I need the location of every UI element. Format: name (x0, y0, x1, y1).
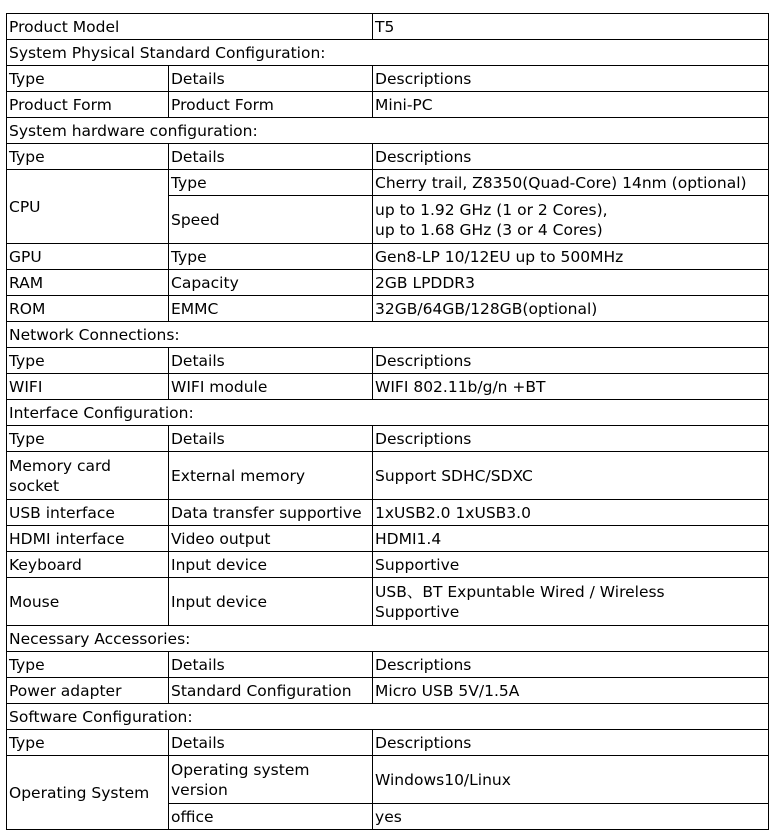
header-descriptions: Descriptions (373, 730, 769, 756)
cell-desc: 32GB/64GB/128GB(optional) (373, 296, 769, 322)
cell-type: GPU (7, 244, 169, 270)
cell-details: Input device (169, 552, 373, 578)
cell-desc: Gen8-LP 10/12EU up to 500MHz (373, 244, 769, 270)
cell-desc: Cherry trail, Z8350(Quad-Core) 14nm (optional) (373, 170, 769, 196)
header-descriptions: Descriptions (373, 348, 769, 374)
header-details: Details (169, 144, 373, 170)
section-row (7, 704, 769, 730)
cell-details: WIFI module (169, 374, 373, 400)
cell-details: office (169, 804, 373, 830)
cell-type: WIFI (7, 374, 169, 400)
cell-type: RAM (7, 270, 169, 296)
section-row (7, 626, 769, 652)
header-row (7, 652, 769, 678)
cell-details: Capacity (169, 270, 373, 296)
cell-desc: Mini-PC (373, 92, 769, 118)
cell-type-os: Operating System (7, 756, 169, 830)
cell-type-cpu: CPU (7, 170, 169, 244)
table-row (7, 14, 769, 40)
header-descriptions: Descriptions (373, 652, 769, 678)
section-row (7, 40, 769, 66)
section-row (7, 118, 769, 144)
header-row (7, 730, 769, 756)
section-title-physical: System Physical Standard Configuration: (7, 40, 769, 66)
cell-details: EMMC (169, 296, 373, 322)
table-row (7, 244, 769, 270)
cell-details: Type (169, 244, 373, 270)
cell-details: Product Form (169, 92, 373, 118)
table-row (7, 500, 769, 526)
section-title-interface: Interface Configuration: (7, 400, 769, 426)
header-type: Type (7, 730, 169, 756)
cell-details: Input device (169, 578, 373, 626)
header-details: Details (169, 652, 373, 678)
cell-type: ROM (7, 296, 169, 322)
cell-details: Video output (169, 526, 373, 552)
header-type: Type (7, 426, 169, 452)
header-descriptions: Descriptions (373, 66, 769, 92)
table-row (7, 374, 769, 400)
cell-type: HDMI interface (7, 526, 169, 552)
header-details: Details (169, 730, 373, 756)
cell-desc: Micro USB 5V/1.5A (373, 678, 769, 704)
header-details: Details (169, 66, 373, 92)
header-details: Details (169, 426, 373, 452)
header-type: Type (7, 66, 169, 92)
header-descriptions: Descriptions (373, 426, 769, 452)
cell-desc: Support SDHC/SDXC (373, 452, 769, 500)
cell-desc (373, 578, 769, 626)
header-row (7, 144, 769, 170)
table-row (7, 756, 769, 804)
spec-table (6, 13, 769, 830)
section-title-software: Software Configuration: (7, 704, 769, 730)
header-type: Type (7, 144, 169, 170)
header-type: Type (7, 348, 169, 374)
cell-type: Power adapter (7, 678, 169, 704)
cell-desc: Windows10/Linux (373, 756, 769, 804)
table-row (7, 578, 769, 626)
header-details: Details (169, 348, 373, 374)
product-model-label: Product Model (7, 14, 373, 40)
cell-details: External memory (169, 452, 373, 500)
section-row (7, 400, 769, 426)
section-row (7, 322, 769, 348)
cell-type: USB interface (7, 500, 169, 526)
desc-line: Supportive (375, 602, 460, 621)
cell-desc: 2GB LPDDR3 (373, 270, 769, 296)
cell-desc: 1xUSB2.0 1xUSB3.0 (373, 500, 769, 526)
header-row (7, 66, 769, 92)
details-line: Operating system (171, 760, 310, 779)
cell-type: Product Form (7, 92, 169, 118)
header-descriptions: Descriptions (373, 144, 769, 170)
type-line: socket (9, 476, 60, 495)
cell-details: Data transfer supportive (169, 500, 373, 526)
desc-line: USB、BT Expuntable Wired / Wireless (375, 582, 665, 601)
details-line: version (171, 780, 228, 799)
section-title-network: Network Connections: (7, 322, 769, 348)
cell-details: Speed (169, 196, 373, 244)
table-row (7, 296, 769, 322)
header-row (7, 426, 769, 452)
cell-desc (373, 196, 769, 244)
table-row (7, 270, 769, 296)
cell-desc: Supportive (373, 552, 769, 578)
cell-details (169, 756, 373, 804)
cell-type: Keyboard (7, 552, 169, 578)
type-line: Memory card (9, 456, 111, 475)
table-row (7, 678, 769, 704)
table-row (7, 92, 769, 118)
header-type: Type (7, 652, 169, 678)
cell-details: Standard Configuration (169, 678, 373, 704)
table-row (7, 452, 769, 500)
cell-desc: HDMI1.4 (373, 526, 769, 552)
cell-details: Type (169, 170, 373, 196)
cell-type (7, 452, 169, 500)
table-row (7, 552, 769, 578)
cell-type: Mouse (7, 578, 169, 626)
header-row (7, 348, 769, 374)
section-title-accessories: Necessary Accessories: (7, 626, 769, 652)
cell-desc: WIFI 802.11b/g/n +BT (373, 374, 769, 400)
table-row (7, 526, 769, 552)
table-row (7, 170, 769, 196)
product-model-value: T5 (373, 14, 769, 40)
section-title-hardware: System hardware configuration: (7, 118, 769, 144)
desc-line: up to 1.92 GHz (1 or 2 Cores), (375, 200, 608, 219)
desc-line: up to 1.68 GHz (3 or 4 Cores) (375, 220, 603, 239)
cell-desc: yes (373, 804, 769, 830)
